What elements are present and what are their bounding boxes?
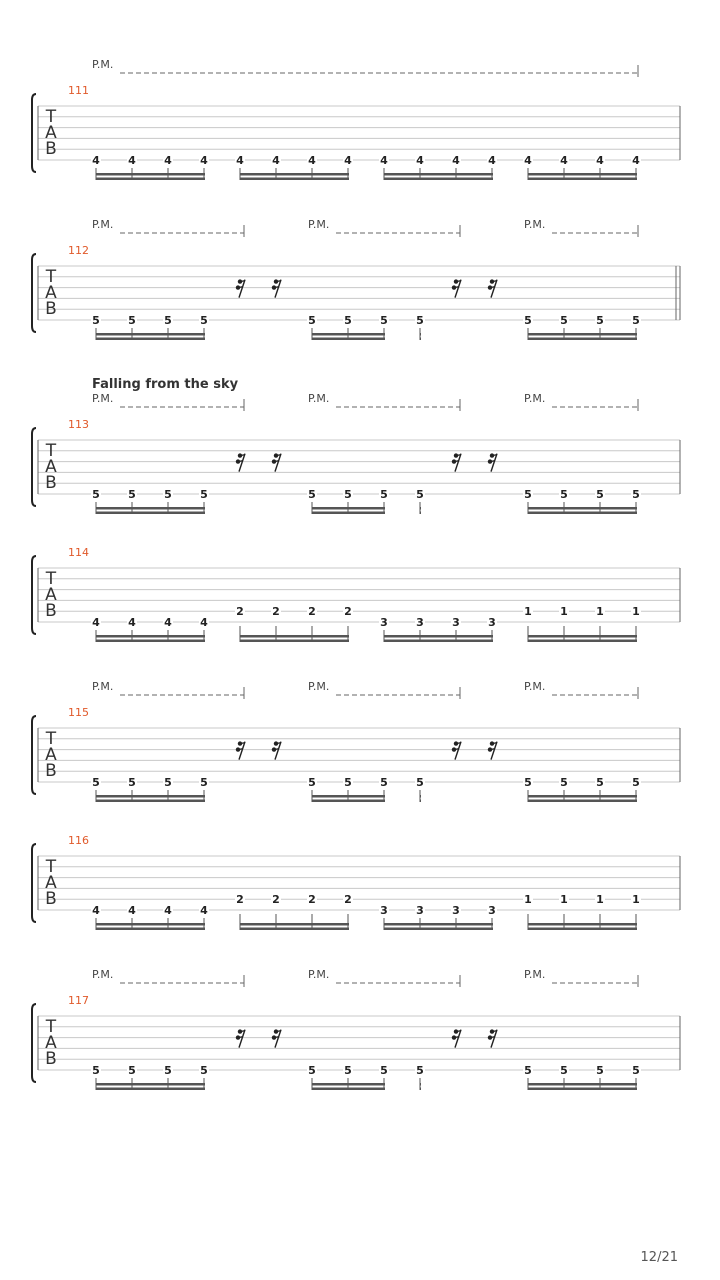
fret-number: 5: [596, 488, 604, 501]
fret-number: 4: [308, 154, 316, 167]
fret-number: 4: [164, 154, 172, 167]
fret-number: 4: [596, 154, 604, 167]
beam: [384, 640, 493, 643]
fret-number: 5: [344, 776, 352, 789]
tab-clef-letter: A: [45, 585, 57, 605]
fret-number: 5: [632, 1064, 640, 1077]
beam: [420, 512, 421, 515]
fret-number: 1: [596, 605, 604, 619]
tab-clef-letter: A: [45, 283, 57, 303]
beam: [528, 173, 637, 176]
fret-number: 2: [272, 605, 280, 619]
fret-number: 4: [200, 904, 208, 917]
fret-number: 1: [632, 605, 640, 619]
palm-mute-label: P.M.: [524, 218, 546, 231]
fret-number: 5: [632, 776, 640, 789]
fret-number: 5: [632, 488, 640, 501]
beam: [420, 795, 421, 798]
palm-mute-label: P.M.: [308, 968, 330, 981]
fret-number: 5: [560, 488, 568, 501]
fret-number: 4: [344, 154, 352, 167]
beam: [528, 928, 637, 931]
beam: [384, 173, 493, 176]
beam: [96, 173, 205, 176]
tab-clef-letter: T: [45, 569, 57, 589]
fret-number: 5: [200, 776, 208, 789]
beam: [528, 1088, 637, 1091]
palm-mute-label: P.M.: [92, 968, 114, 981]
fret-number: 4: [128, 616, 136, 629]
palm-mute-label: P.M.: [92, 680, 114, 693]
fret-number: 5: [164, 314, 172, 327]
beam: [528, 1083, 637, 1086]
tab-clef-letter: T: [45, 267, 57, 287]
fret-number: 5: [308, 776, 316, 789]
system-bracket: [32, 94, 36, 172]
fret-number: 5: [596, 1064, 604, 1077]
beam: [96, 1083, 205, 1086]
fret-number: 1: [632, 893, 640, 907]
fret-number: 2: [272, 893, 280, 907]
measure-number: 112: [68, 244, 89, 257]
fret-number: 3: [416, 616, 424, 629]
system-bracket: [32, 428, 36, 506]
system-bracket: [32, 716, 36, 794]
fret-number: 4: [128, 154, 136, 167]
beam: [312, 800, 385, 803]
fret-number: 5: [92, 776, 100, 789]
fret-number: 4: [488, 154, 496, 167]
fret-number: 5: [416, 314, 424, 327]
beam: [528, 640, 637, 643]
tab-clef-letter: A: [45, 873, 57, 893]
fret-number: 5: [308, 488, 316, 501]
fret-number: 5: [560, 776, 568, 789]
fret-number: 4: [164, 904, 172, 917]
fret-number: 5: [524, 488, 532, 501]
beam: [240, 635, 349, 638]
system-bracket: [32, 844, 36, 922]
palm-mute-label: P.M.: [308, 218, 330, 231]
fret-number: 5: [92, 314, 100, 327]
fret-number: 3: [488, 616, 496, 629]
fret-number: 1: [524, 893, 532, 907]
beam: [96, 512, 205, 515]
tab-clef-letter: A: [45, 1033, 57, 1053]
fret-number: 3: [380, 616, 388, 629]
tab-clef-letter: A: [45, 745, 57, 765]
fret-number: 5: [164, 776, 172, 789]
fret-number: 5: [524, 314, 532, 327]
measure-number: 117: [68, 994, 89, 1007]
fret-number: 5: [380, 314, 388, 327]
tab-clef-letter: B: [45, 601, 57, 621]
tab-clef-letter: T: [45, 857, 57, 877]
fret-number: 3: [452, 616, 460, 629]
beam: [312, 333, 385, 336]
fret-number: 4: [200, 154, 208, 167]
tab-clef-letter: B: [45, 889, 57, 909]
beam: [96, 507, 205, 510]
beam: [240, 173, 349, 176]
system-bracket: [32, 1004, 36, 1082]
fret-number: 5: [380, 488, 388, 501]
fret-number: 2: [236, 605, 244, 619]
fret-number: 5: [128, 314, 136, 327]
beam: [312, 1083, 385, 1086]
fret-number: 2: [344, 605, 352, 619]
beam: [96, 795, 205, 798]
tab-clef-letter: A: [45, 457, 57, 477]
beam: [420, 338, 421, 341]
palm-mute-label: P.M.: [308, 392, 330, 405]
fret-number: 3: [380, 904, 388, 917]
fret-number: 5: [524, 776, 532, 789]
fret-number: 5: [524, 1064, 532, 1077]
fret-number: 5: [380, 776, 388, 789]
fret-number: 1: [560, 893, 568, 907]
beam: [96, 333, 205, 336]
beam: [240, 640, 349, 643]
fret-number: 4: [128, 904, 136, 917]
fret-number: 5: [416, 1064, 424, 1077]
fret-number: 5: [200, 488, 208, 501]
tab-clef-letter: B: [45, 761, 57, 781]
tab-clef-letter: B: [45, 473, 57, 493]
fret-number: 4: [236, 154, 244, 167]
fret-number: 4: [200, 616, 208, 629]
fret-number: 4: [380, 154, 388, 167]
fret-number: 5: [308, 314, 316, 327]
tab-clef-letter: T: [45, 441, 57, 461]
beam: [528, 178, 637, 181]
beam: [384, 635, 493, 638]
beam: [96, 800, 205, 803]
fret-number: 4: [452, 154, 460, 167]
measure-number: 111: [68, 84, 89, 97]
palm-mute-label: P.M.: [524, 968, 546, 981]
fret-number: 3: [488, 904, 496, 917]
fret-number: 5: [200, 314, 208, 327]
fret-number: 5: [128, 488, 136, 501]
fret-number: 5: [596, 314, 604, 327]
fret-number: 4: [164, 616, 172, 629]
palm-mute-label: P.M.: [92, 392, 114, 405]
fret-number: 5: [164, 1064, 172, 1077]
fret-number: 4: [92, 904, 100, 917]
fret-number: 1: [596, 893, 604, 907]
beam: [96, 338, 205, 341]
beam: [312, 512, 385, 515]
beam: [420, 507, 421, 510]
beam: [96, 178, 205, 181]
beam: [384, 178, 493, 181]
fret-number: 3: [416, 904, 424, 917]
measure-number: 115: [68, 706, 89, 719]
beam: [96, 923, 205, 926]
tab-clef-letter: T: [45, 729, 57, 749]
beam: [528, 338, 637, 341]
palm-mute-label: P.M.: [524, 680, 546, 693]
fret-number: 5: [308, 1064, 316, 1077]
tab-clef-letter: A: [45, 123, 57, 143]
beam: [528, 800, 637, 803]
beam: [420, 333, 421, 336]
tab-clef-letter: B: [45, 299, 57, 319]
fret-number: 5: [560, 314, 568, 327]
beam: [312, 507, 385, 510]
palm-mute-label: P.M.: [308, 680, 330, 693]
palm-mute-label: P.M.: [92, 218, 114, 231]
fret-number: 5: [128, 776, 136, 789]
system-bracket: [32, 254, 36, 332]
fret-number: 5: [92, 488, 100, 501]
fret-number: 5: [128, 1064, 136, 1077]
beam: [528, 333, 637, 336]
beam: [240, 928, 349, 931]
fret-number: 4: [560, 154, 568, 167]
beam: [96, 640, 205, 643]
fret-number: 5: [200, 1064, 208, 1077]
beam: [312, 338, 385, 341]
beam: [96, 1088, 205, 1091]
fret-number: 2: [236, 893, 244, 907]
fret-number: 5: [380, 1064, 388, 1077]
fret-number: 5: [416, 776, 424, 789]
fret-number: 4: [524, 154, 532, 167]
beam: [96, 928, 205, 931]
measure-number: 116: [68, 834, 89, 847]
fret-number: 5: [344, 1064, 352, 1077]
beam: [96, 635, 205, 638]
fret-number: 5: [344, 314, 352, 327]
beam: [420, 1083, 421, 1086]
fret-number: 1: [560, 605, 568, 619]
fret-number: 4: [92, 616, 100, 629]
measure-number: 114: [68, 546, 89, 559]
fret-number: 5: [92, 1064, 100, 1077]
beam: [240, 178, 349, 181]
beam: [384, 923, 493, 926]
beam: [528, 795, 637, 798]
beam: [528, 635, 637, 638]
fret-number: 4: [416, 154, 424, 167]
beam: [312, 1088, 385, 1091]
system-bracket: [32, 556, 36, 634]
measure-number: 113: [68, 418, 89, 431]
fret-number: 3: [452, 904, 460, 917]
beam: [528, 507, 637, 510]
fret-number: 5: [596, 776, 604, 789]
beam: [420, 1088, 421, 1091]
fret-number: 5: [560, 1064, 568, 1077]
fret-number: 5: [416, 488, 424, 501]
fret-number: 5: [632, 314, 640, 327]
tab-clef-letter: B: [45, 1049, 57, 1069]
beam: [384, 928, 493, 931]
fret-number: 4: [272, 154, 280, 167]
beam: [312, 795, 385, 798]
fret-number: 5: [344, 488, 352, 501]
palm-mute-label: P.M.: [92, 58, 114, 71]
fret-number: 2: [308, 893, 316, 907]
fret-number: 1: [524, 605, 532, 619]
fret-number: 5: [164, 488, 172, 501]
beam: [240, 923, 349, 926]
fret-number: 2: [344, 893, 352, 907]
fret-number: 4: [632, 154, 640, 167]
palm-mute-label: P.M.: [524, 392, 546, 405]
beam: [528, 512, 637, 515]
tab-clef-letter: T: [45, 107, 57, 127]
beam: [420, 800, 421, 803]
tab-clef-letter: B: [45, 139, 57, 159]
tab-clef-letter: T: [45, 1017, 57, 1037]
fret-number: 4: [92, 154, 100, 167]
section-label: Falling from the sky: [92, 377, 239, 392]
page-number: 12/21: [640, 1250, 678, 1265]
beam: [528, 923, 637, 926]
fret-number: 2: [308, 605, 316, 619]
